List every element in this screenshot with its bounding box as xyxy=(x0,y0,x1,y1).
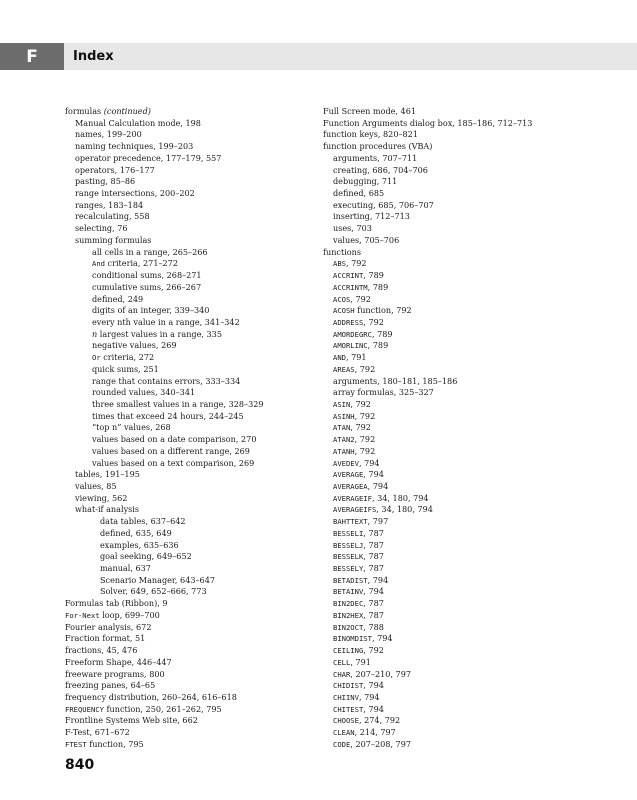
index-entry xyxy=(65,715,315,727)
entry-text: cumulative sums, 266–267 xyxy=(92,281,202,292)
entry-text: pasting, 85–86 xyxy=(75,176,136,187)
index-subentry xyxy=(323,317,573,329)
function-name: ACCRINT xyxy=(333,271,364,281)
entry-text: , 791 xyxy=(345,352,367,363)
index-subentry xyxy=(65,270,315,282)
index-subentry xyxy=(323,528,573,540)
index-subentry xyxy=(65,282,315,294)
index-subentry xyxy=(65,247,315,259)
entry-text: , 34, 180, 794 xyxy=(376,504,433,515)
entry-text: , 792 xyxy=(363,316,384,327)
index-subentry xyxy=(65,364,315,376)
entry-text: , 787 xyxy=(363,539,384,550)
index-column-right xyxy=(323,106,573,751)
entry-text: operator precedence, 177–179, 557 xyxy=(75,152,222,163)
index-subentry xyxy=(65,165,315,177)
entry-text: , 792 xyxy=(345,258,367,269)
index-subentry xyxy=(65,528,315,540)
index-subentry xyxy=(323,645,573,657)
index-subentry xyxy=(323,340,573,352)
entry-text: array formulas, 325–327 xyxy=(333,387,434,398)
entry-text: formulas xyxy=(65,106,104,116)
entry-text: , 791 xyxy=(350,656,371,667)
entry-text: recalculating, 558 xyxy=(75,211,150,222)
function-name: BINOMDIST xyxy=(333,634,372,644)
function-name: ATAN2 xyxy=(333,435,355,445)
index-subentry xyxy=(65,458,315,470)
index-subentry xyxy=(65,129,315,141)
index-subentry xyxy=(323,305,573,317)
index-subentry xyxy=(323,540,573,552)
function-name: BIN2HEX xyxy=(333,610,364,620)
index-subentry xyxy=(65,235,315,247)
entry-text: values based on a date comparison, 270 xyxy=(92,434,257,445)
entry-text: freezing panes, 64–65 xyxy=(65,680,156,691)
entry-text: ranges, 183–184 xyxy=(75,199,144,210)
index-subentry xyxy=(323,504,573,516)
function-name: ASIN xyxy=(333,399,351,409)
entry-text: , 787 xyxy=(363,609,384,620)
entry-text: values based on a text comparison, 269 xyxy=(92,457,255,468)
entry-text: manual, 637 xyxy=(100,563,151,574)
entry-text: values, 705–706 xyxy=(333,234,400,245)
entry-text: Full Screen mode, 461 xyxy=(323,106,417,116)
entry-text: defined, 635, 649 xyxy=(100,527,172,538)
index-subentry xyxy=(65,258,315,270)
entry-text: negative values, 269 xyxy=(92,340,177,351)
entry-text: , 794 xyxy=(367,574,389,585)
entry-text: Formulas tab (Ribbon), 9 xyxy=(65,598,168,609)
entry-text: “top n” values, 268 xyxy=(92,422,171,433)
index-entry xyxy=(65,622,315,634)
entry-text: executing, 685, 706–707 xyxy=(333,199,434,210)
index-entry xyxy=(323,141,573,153)
entry-text: , 794 xyxy=(363,680,384,691)
page-title: Index xyxy=(73,49,114,64)
index-entry xyxy=(65,669,315,681)
entry-text: viewing, 562 xyxy=(75,492,128,503)
entry-text: , 794 xyxy=(358,691,380,702)
entry-text: largest values in a range, 335 xyxy=(97,328,222,339)
section-tab xyxy=(0,43,64,70)
function-name: CHIINV xyxy=(333,692,359,702)
entry-text: , 787 xyxy=(363,527,384,538)
function-name: FTEST xyxy=(65,739,87,749)
function-name: ADDRESS xyxy=(333,317,364,327)
entry-text: operators, 176–177 xyxy=(75,164,155,175)
entry-text: what-if analysis xyxy=(75,504,140,515)
index-subentry xyxy=(323,739,573,751)
function-name: For-Next xyxy=(65,610,100,620)
function-name: BETADIST xyxy=(333,575,368,585)
entry-text: Fourier analysis, 672 xyxy=(65,621,152,632)
entry-text: range intersections, 200–202 xyxy=(75,188,195,199)
index-entry xyxy=(65,106,315,118)
index-subentry xyxy=(65,551,315,563)
index-subentry xyxy=(65,586,315,598)
index-subentry xyxy=(65,176,315,188)
function-name: BESSELK xyxy=(333,552,364,562)
entry-text: range that contains errors, 333–334 xyxy=(92,375,241,386)
entry-text: values based on a different range, 269 xyxy=(92,445,250,456)
index-subentry xyxy=(65,493,315,505)
entry-text: , 787 xyxy=(363,598,384,609)
function-name: AMORDEGRC xyxy=(333,329,372,339)
function-name: BAHTTEXT xyxy=(333,517,368,527)
index-subentry xyxy=(323,153,573,165)
entry-text: , 789 xyxy=(367,281,389,292)
function-name: CODE xyxy=(333,739,351,749)
entry-text: data tables, 637–642 xyxy=(100,516,186,527)
index-subentry xyxy=(323,364,573,376)
function-name: AVEDEV xyxy=(333,458,359,468)
index-subentry xyxy=(65,434,315,446)
index-subentry xyxy=(323,376,573,388)
index-subentry xyxy=(323,270,573,282)
entry-text: , 792 xyxy=(350,398,371,409)
index-subentry xyxy=(323,610,573,622)
entry-text: function, 250, 261–262, 795 xyxy=(103,703,222,714)
function-name: CHAR xyxy=(333,669,351,679)
page-number: 840 xyxy=(65,757,95,773)
entry-text: , 789 xyxy=(363,270,384,281)
entry-text: loop, 699–700 xyxy=(99,609,160,620)
function-name: BIN2OCT xyxy=(333,622,364,632)
entry-text: , 794 xyxy=(367,481,389,491)
index-entry xyxy=(65,645,315,657)
entry-text: , 207–210, 797 xyxy=(350,668,411,679)
index-entry xyxy=(65,727,315,739)
entry-text: uses, 703 xyxy=(333,223,372,234)
function-name: AVERAGE xyxy=(333,470,364,480)
entry-text: , 792 xyxy=(354,410,376,421)
index-subentry xyxy=(323,434,573,446)
index-subentry xyxy=(323,493,573,505)
index-subentry xyxy=(65,211,315,223)
index-subentry xyxy=(65,563,315,575)
function-name: CHIDIST xyxy=(333,681,364,691)
index-subentry xyxy=(65,411,315,423)
function-name: CHOOSE xyxy=(333,716,359,726)
index-subentry xyxy=(65,200,315,212)
entry-text: Function Arguments dialog box, 185–186, 712–713 xyxy=(323,117,533,128)
entry-text: creating, 686, 704–706 xyxy=(333,164,428,175)
entry-text: , 792 xyxy=(350,422,371,433)
entry-text: naming techniques, 199–203 xyxy=(75,141,194,152)
index-column-left xyxy=(65,106,315,751)
function-name: CHITEST xyxy=(333,704,364,714)
index-subentry xyxy=(323,223,573,235)
index-subentry xyxy=(323,516,573,528)
index-entry xyxy=(65,739,315,751)
entry-text: , 274, 792 xyxy=(358,715,401,726)
index-subentry xyxy=(65,317,315,329)
entry-text: every nth value in a range, 341–342 xyxy=(92,316,240,327)
entry-text: freeware programs, 800 xyxy=(65,668,165,679)
entry-text: defined, 249 xyxy=(92,293,144,304)
entry-text: arguments, 707–711 xyxy=(333,152,418,163)
index-entry xyxy=(323,106,573,118)
index-subentry xyxy=(323,469,573,481)
entry-text: quick sums, 251 xyxy=(92,363,159,374)
entry-text: , 792 xyxy=(363,645,384,656)
function-name: FREQUENCY xyxy=(65,704,104,714)
index-subentry xyxy=(323,727,573,739)
entry-text: all cells in a range, 265–266 xyxy=(92,246,208,257)
index-subentry xyxy=(323,387,573,399)
index-subentry xyxy=(323,446,573,458)
function-name: ACCRINTM xyxy=(333,282,368,292)
index-subentry xyxy=(323,715,573,727)
index-entry xyxy=(65,704,315,716)
index-subentry xyxy=(323,657,573,669)
index-subentry xyxy=(323,704,573,716)
function-name: BESSELJ xyxy=(333,540,364,550)
entry-text: values, 85 xyxy=(75,481,117,491)
index-subentry xyxy=(65,340,315,352)
function-name: ATAN xyxy=(333,423,351,433)
entry-text: , 789 xyxy=(367,340,389,351)
entry-text: , 792 xyxy=(350,293,371,304)
entry-text: , 794 xyxy=(358,457,380,468)
index-subentry xyxy=(323,188,573,200)
entry-text: n xyxy=(92,328,98,339)
entry-text: tables, 191–195 xyxy=(75,469,140,480)
entry-text: , 797 xyxy=(367,516,389,527)
index-subentry xyxy=(65,422,315,434)
function-name: AND xyxy=(333,353,346,363)
entry-text: , 794 xyxy=(363,469,384,480)
index-subentry xyxy=(65,223,315,235)
section-tab-letter: F xyxy=(26,46,38,67)
entry-text: Solver, 649, 652–666, 773 xyxy=(100,586,207,597)
index-subentry xyxy=(323,211,573,223)
entry-text: inserting, 712–713 xyxy=(333,211,410,222)
index-subentry xyxy=(65,387,315,399)
function-name: ASINH xyxy=(333,411,355,421)
index-subentry xyxy=(323,176,573,188)
index-subentry xyxy=(323,422,573,434)
entry-text: Manual Calculation mode, 198 xyxy=(75,117,201,128)
entry-text: function procedures (VBA) xyxy=(323,141,433,152)
index-subentry xyxy=(323,329,573,341)
function-name: Or xyxy=(92,353,101,363)
entry-text: fractions, 45, 476 xyxy=(65,645,138,656)
entry-text: , 794 xyxy=(371,633,393,644)
index-subentry xyxy=(65,188,315,200)
entry-text: Fraction format, 51 xyxy=(65,633,146,644)
entry-text: Freeform Shape, 446–447 xyxy=(65,656,172,667)
entry-text: three smallest values in a range, 328–329 xyxy=(92,398,264,409)
function-name: CELL xyxy=(333,657,351,667)
entry-text: , 792 xyxy=(354,363,376,374)
entry-text: arguments, 180–181, 185–186 xyxy=(333,375,458,386)
entry-text: criteria, 272 xyxy=(100,352,155,363)
entry-text: names, 199–200 xyxy=(75,129,142,140)
entry-text: examples, 635–636 xyxy=(100,539,179,550)
index-subentry xyxy=(65,352,315,364)
index-subentry xyxy=(323,563,573,575)
index-subentry xyxy=(323,200,573,212)
entry-text: criteria, 271–272 xyxy=(104,258,178,269)
index-subentry xyxy=(65,305,315,317)
index-subentry xyxy=(323,258,573,270)
entry-text: goal seeking, 649–652 xyxy=(100,551,192,562)
function-name: CEILING xyxy=(333,646,364,656)
entry-text: function keys, 820–821 xyxy=(323,129,418,140)
entry-text: , 34, 180, 794 xyxy=(371,492,429,503)
index-subentry xyxy=(65,575,315,587)
function-name: BIN2DEC xyxy=(333,599,364,609)
index-subentry xyxy=(323,598,573,610)
index-subentry xyxy=(65,446,315,458)
index-subentry xyxy=(323,399,573,411)
entry-text: , 214, 797 xyxy=(354,727,396,738)
index-subentry xyxy=(323,282,573,294)
index-subentry xyxy=(323,586,573,598)
index-entry xyxy=(65,610,315,622)
index-subentry xyxy=(65,118,315,130)
index-subentry xyxy=(65,481,315,493)
entry-text: , 787 xyxy=(363,563,384,574)
entry-text: conditional sums, 268–271 xyxy=(92,270,202,281)
index-subentry xyxy=(65,516,315,528)
function-name: ATANH xyxy=(333,446,355,456)
entry-text: , 792 xyxy=(354,445,376,456)
index-subentry xyxy=(65,329,315,341)
entry-text: digits of an integer, 339–340 xyxy=(92,305,210,316)
function-name: AVERAGEIFS xyxy=(333,505,377,515)
index-subentry xyxy=(65,376,315,388)
entry-text: Frontline Systems Web site, 662 xyxy=(65,715,198,726)
function-name: ABS xyxy=(333,259,346,269)
entry-text: F-Test, 671–672 xyxy=(65,727,130,738)
function-name: AVERAGEIF xyxy=(333,493,372,503)
entry-text: defined, 685 xyxy=(333,188,385,199)
index-subentry xyxy=(65,504,315,516)
entry-text: selecting, 76 xyxy=(75,223,128,234)
index-subentry xyxy=(323,458,573,470)
index-subentry xyxy=(323,481,573,493)
index-subentry xyxy=(323,692,573,704)
entry-text: (continued) xyxy=(103,106,151,116)
function-name: AMORLINC xyxy=(333,341,368,351)
entry-text: function, 792 xyxy=(354,305,412,316)
index-entry xyxy=(65,598,315,610)
entry-text: function, 795 xyxy=(86,738,144,749)
entry-text: , 787 xyxy=(363,551,384,562)
index-entry xyxy=(65,633,315,645)
entry-text: Scenario Manager, 643–647 xyxy=(100,574,215,585)
index-subentry xyxy=(65,141,315,153)
function-name: CLEAN xyxy=(333,728,355,738)
entry-text: functions xyxy=(323,246,362,257)
entry-text: times that exceed 24 hours, 244–245 xyxy=(92,410,244,421)
function-name: AVERAGEA xyxy=(333,482,368,491)
entry-text: frequency distribution, 260–264, 616–618 xyxy=(65,691,237,702)
entry-text: summing formulas xyxy=(75,234,152,245)
entry-text: , 207–208, 797 xyxy=(350,738,411,749)
entry-text: debugging, 711 xyxy=(333,176,398,187)
function-name: BESSELI xyxy=(333,528,364,538)
index-entry xyxy=(323,247,573,259)
index-entry xyxy=(323,118,573,130)
index-subentry xyxy=(323,680,573,692)
entry-text: , 789 xyxy=(371,328,393,339)
index-subentry xyxy=(323,575,573,587)
index-entry xyxy=(65,680,315,692)
index-entry xyxy=(323,129,573,141)
function-name: ACOS xyxy=(333,294,351,304)
function-name: BESSELY xyxy=(333,564,364,574)
index-subentry xyxy=(323,352,573,364)
index-entry xyxy=(65,692,315,704)
entry-text: , 792 xyxy=(354,434,376,445)
index-subentry xyxy=(323,551,573,563)
function-name: BETAINV xyxy=(333,587,364,597)
index-subentry xyxy=(323,235,573,247)
entry-text: , 788 xyxy=(363,621,384,632)
function-name: And xyxy=(92,259,105,269)
index-subentry xyxy=(323,294,573,306)
entry-text: , 794 xyxy=(363,586,384,597)
index-entry xyxy=(65,657,315,669)
index-subentry xyxy=(323,669,573,681)
index-subentry xyxy=(323,633,573,645)
function-name: ACOSH xyxy=(333,306,355,316)
index-subentry xyxy=(65,294,315,306)
entry-text: rounded values, 340–341 xyxy=(92,387,196,398)
entry-text: , 794 xyxy=(363,703,384,714)
index-subentry xyxy=(323,165,573,177)
index-subentry xyxy=(323,411,573,423)
index-subentry xyxy=(65,469,315,481)
index-subentry xyxy=(65,153,315,165)
index-subentry xyxy=(65,540,315,552)
index-subentry xyxy=(65,399,315,411)
index-subentry xyxy=(323,622,573,634)
function-name: AREAS xyxy=(333,364,355,374)
